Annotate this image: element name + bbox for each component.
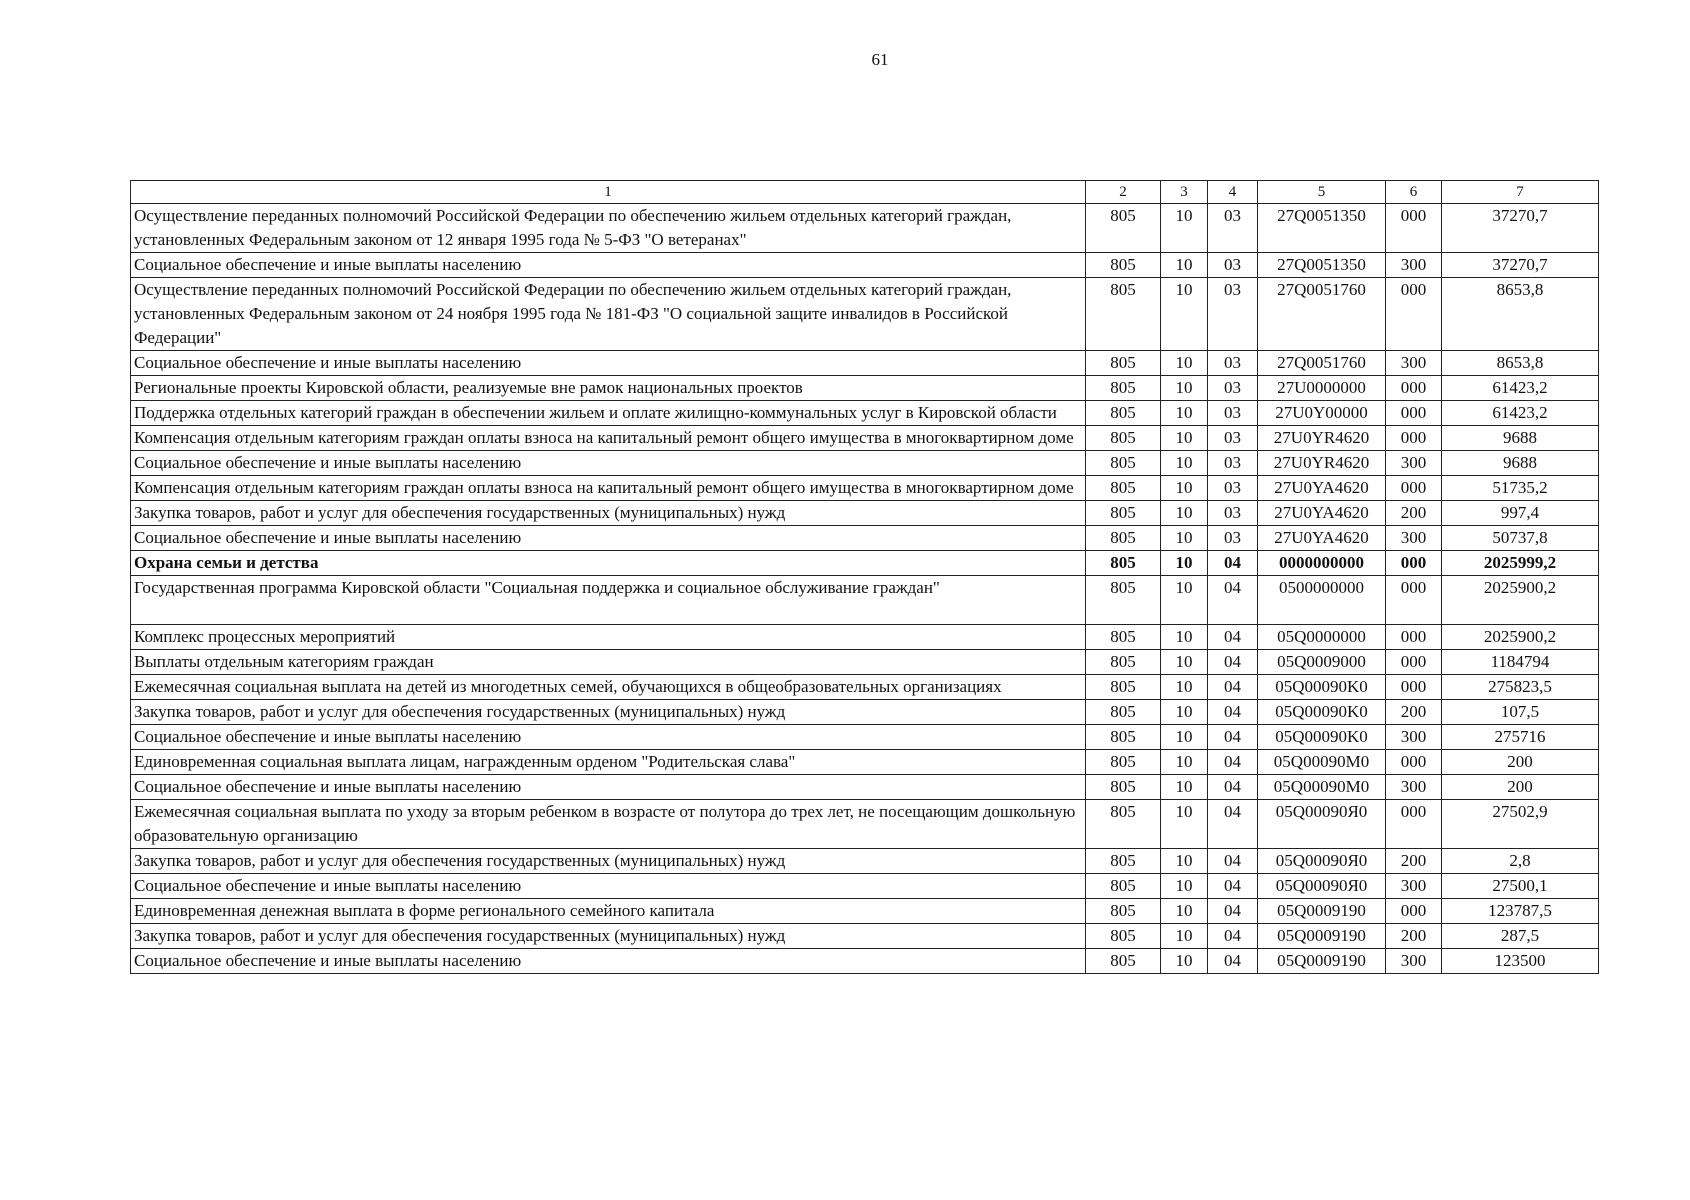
- cell-ministry-code: 805: [1086, 401, 1161, 426]
- cell-amount: 27502,9: [1442, 800, 1599, 849]
- cell-amount: 2025900,2: [1442, 576, 1599, 625]
- cell-amount: 2025900,2: [1442, 625, 1599, 650]
- table-row: [131, 775, 1599, 800]
- cell-amount: 51735,2: [1442, 476, 1599, 501]
- row-name-cell: Осуществление переданных полномочий Российской Федерации по обеспечению жильем отдельных категорий граждан, установленных Федеральным законом от 12 января 1995 года № 5-ФЗ "О ветеранах": [131, 204, 1086, 253]
- cell-target-article: 27U0YA4620: [1258, 501, 1386, 526]
- row-name-cell: Комплекс процессных мероприятий: [131, 625, 1086, 650]
- column-header: 1: [131, 181, 1086, 204]
- cell-target-article: 0000000000: [1258, 551, 1386, 576]
- cell-ministry-code: 805: [1086, 451, 1161, 476]
- cell-expense-type: 000: [1386, 675, 1442, 700]
- cell-expense-type: 000: [1386, 476, 1442, 501]
- cell-target-article: 05Q00090K0: [1258, 725, 1386, 750]
- cell-ministry-code: 805: [1086, 278, 1161, 351]
- cell-subsection: 04: [1208, 725, 1258, 750]
- cell-expense-type: 000: [1386, 278, 1442, 351]
- row-name-cell: Единовременная денежная выплата в форме регионального семейного капитала: [131, 899, 1086, 924]
- cell-ministry-code: 805: [1086, 576, 1161, 625]
- table-row: [131, 401, 1599, 426]
- cell-ministry-code: 805: [1086, 376, 1161, 401]
- cell-target-article: 05Q00090M0: [1258, 750, 1386, 775]
- cell-subsection: 03: [1208, 376, 1258, 401]
- cell-subsection: 04: [1208, 924, 1258, 949]
- cell-ministry-code: 805: [1086, 874, 1161, 899]
- cell-expense-type: 000: [1386, 204, 1442, 253]
- cell-ministry-code: 805: [1086, 253, 1161, 278]
- cell-subsection: 03: [1208, 501, 1258, 526]
- cell-expense-type: 200: [1386, 501, 1442, 526]
- cell-subsection: 03: [1208, 526, 1258, 551]
- cell-section: 10: [1161, 700, 1208, 725]
- table-row: [131, 874, 1599, 899]
- cell-subsection: 04: [1208, 800, 1258, 849]
- cell-amount: 8653,8: [1442, 278, 1599, 351]
- cell-ministry-code: 805: [1086, 476, 1161, 501]
- cell-target-article: 27Q0051350: [1258, 204, 1386, 253]
- cell-section: 10: [1161, 278, 1208, 351]
- table-row: [131, 700, 1599, 725]
- row-name-cell: Закупка товаров, работ и услуг для обеспечения государственных (муниципальных) нужд: [131, 924, 1086, 949]
- cell-amount: 123787,5: [1442, 899, 1599, 924]
- row-name-cell: Закупка товаров, работ и услуг для обеспечения государственных (муниципальных) нужд: [131, 849, 1086, 874]
- cell-target-article: 05Q00090M0: [1258, 775, 1386, 800]
- cell-subsection: 04: [1208, 750, 1258, 775]
- cell-amount: 287,5: [1442, 924, 1599, 949]
- cell-section: 10: [1161, 351, 1208, 376]
- cell-target-article: 27Q0051350: [1258, 253, 1386, 278]
- cell-ministry-code: 805: [1086, 899, 1161, 924]
- cell-ministry-code: 805: [1086, 800, 1161, 849]
- cell-section: 10: [1161, 576, 1208, 625]
- cell-target-article: 05Q0009000: [1258, 650, 1386, 675]
- column-header: 6: [1386, 181, 1442, 204]
- cell-expense-type: 000: [1386, 426, 1442, 451]
- cell-target-article: 05Q00090Я0: [1258, 800, 1386, 849]
- cell-expense-type: 300: [1386, 351, 1442, 376]
- cell-expense-type: 300: [1386, 451, 1442, 476]
- row-name-cell: Социальное обеспечение и иные выплаты населению: [131, 451, 1086, 476]
- cell-target-article: 05Q00090K0: [1258, 675, 1386, 700]
- table-row: [131, 625, 1599, 650]
- budget-table: [130, 180, 1599, 974]
- cell-subsection: 03: [1208, 476, 1258, 501]
- cell-subsection: 04: [1208, 949, 1258, 974]
- column-header: 5: [1258, 181, 1386, 204]
- cell-section: 10: [1161, 426, 1208, 451]
- cell-amount: 997,4: [1442, 501, 1599, 526]
- column-header: 2: [1086, 181, 1161, 204]
- cell-target-article: 27U0YR4620: [1258, 426, 1386, 451]
- cell-subsection: 04: [1208, 576, 1258, 625]
- cell-target-article: 27Q0051760: [1258, 351, 1386, 376]
- cell-amount: 37270,7: [1442, 204, 1599, 253]
- page-number: 61: [871, 50, 889, 69]
- table-row: [131, 949, 1599, 974]
- cell-subsection: 03: [1208, 204, 1258, 253]
- cell-amount: 50737,8: [1442, 526, 1599, 551]
- cell-subsection: 04: [1208, 775, 1258, 800]
- cell-subsection: 03: [1208, 253, 1258, 278]
- table-row: [131, 650, 1599, 675]
- table-row: [131, 451, 1599, 476]
- cell-ministry-code: 805: [1086, 526, 1161, 551]
- cell-target-article: 05Q0009190: [1258, 924, 1386, 949]
- cell-expense-type: 000: [1386, 899, 1442, 924]
- cell-amount: 8653,8: [1442, 351, 1599, 376]
- cell-subsection: 04: [1208, 849, 1258, 874]
- cell-expense-type: 000: [1386, 576, 1442, 625]
- row-name-cell: Социальное обеспечение и иные выплаты населению: [131, 253, 1086, 278]
- cell-ministry-code: 805: [1086, 551, 1161, 576]
- cell-expense-type: 300: [1386, 526, 1442, 551]
- cell-expense-type: 000: [1386, 376, 1442, 401]
- cell-target-article: 05Q0009190: [1258, 949, 1386, 974]
- cell-section: 10: [1161, 650, 1208, 675]
- cell-section: 10: [1161, 899, 1208, 924]
- cell-expense-type: 300: [1386, 775, 1442, 800]
- table-row: [131, 924, 1599, 949]
- cell-target-article: 27U0YA4620: [1258, 526, 1386, 551]
- cell-section: 10: [1161, 750, 1208, 775]
- row-name-cell: Социальное обеспечение и иные выплаты населению: [131, 874, 1086, 899]
- column-header: 4: [1208, 181, 1258, 204]
- cell-expense-type: 000: [1386, 551, 1442, 576]
- table-row: [131, 576, 1599, 625]
- cell-subsection: 03: [1208, 401, 1258, 426]
- cell-ministry-code: 805: [1086, 700, 1161, 725]
- cell-amount: 37270,7: [1442, 253, 1599, 278]
- cell-amount: 9688: [1442, 451, 1599, 476]
- table-row: [131, 899, 1599, 924]
- table-row: [131, 675, 1599, 700]
- cell-target-article: 27U0000000: [1258, 376, 1386, 401]
- table-row: [131, 725, 1599, 750]
- cell-expense-type: 300: [1386, 949, 1442, 974]
- cell-expense-type: 000: [1386, 800, 1442, 849]
- cell-subsection: 03: [1208, 351, 1258, 376]
- table-row: [131, 501, 1599, 526]
- cell-section: 10: [1161, 253, 1208, 278]
- cell-subsection: 04: [1208, 650, 1258, 675]
- cell-section: 10: [1161, 401, 1208, 426]
- table-row: [131, 376, 1599, 401]
- row-name-cell: Компенсация отдельным категориям граждан оплаты взноса на капитальный ремонт общего имущества в многоквартирном доме: [131, 426, 1086, 451]
- row-name-cell: Социальное обеспечение и иные выплаты населению: [131, 949, 1086, 974]
- cell-section: 10: [1161, 625, 1208, 650]
- cell-section: 10: [1161, 949, 1208, 974]
- cell-section: 10: [1161, 800, 1208, 849]
- cell-ministry-code: 805: [1086, 650, 1161, 675]
- cell-subsection: 03: [1208, 451, 1258, 476]
- cell-amount: 2025999,2: [1442, 551, 1599, 576]
- cell-section: 10: [1161, 775, 1208, 800]
- cell-amount: 61423,2: [1442, 376, 1599, 401]
- cell-expense-type: 000: [1386, 650, 1442, 675]
- cell-ministry-code: 805: [1086, 426, 1161, 451]
- row-name-cell: Поддержка отдельных категорий граждан в обеспечении жильем и оплате жилищно-коммунальных услуг в Кировской области: [131, 401, 1086, 426]
- cell-section: 10: [1161, 849, 1208, 874]
- cell-target-article: 0500000000: [1258, 576, 1386, 625]
- cell-section: 10: [1161, 675, 1208, 700]
- cell-target-article: 05Q00090Я0: [1258, 874, 1386, 899]
- cell-amount: 2,8: [1442, 849, 1599, 874]
- cell-subsection: 04: [1208, 551, 1258, 576]
- cell-section: 10: [1161, 476, 1208, 501]
- row-name-cell: Охрана семьи и детства: [131, 551, 1086, 576]
- cell-ministry-code: 805: [1086, 949, 1161, 974]
- cell-ministry-code: 805: [1086, 725, 1161, 750]
- cell-section: 10: [1161, 451, 1208, 476]
- table-row: [131, 551, 1599, 576]
- row-name-cell: Закупка товаров, работ и услуг для обеспечения государственных (муниципальных) нужд: [131, 501, 1086, 526]
- table-row: [131, 800, 1599, 849]
- table-row: [131, 351, 1599, 376]
- cell-ministry-code: 805: [1086, 849, 1161, 874]
- cell-section: 10: [1161, 376, 1208, 401]
- cell-target-article: 05Q0000000: [1258, 625, 1386, 650]
- cell-ministry-code: 805: [1086, 750, 1161, 775]
- row-name-cell: Ежемесячная социальная выплата по уходу за вторым ребенком в возрасте от полутора до трех лет, не посещающим дошкольную образовательную организацию: [131, 800, 1086, 849]
- row-name-cell: Социальное обеспечение и иные выплаты населению: [131, 725, 1086, 750]
- row-name-cell: Компенсация отдельным категориям граждан оплаты взноса на капитальный ремонт общего имущества в многоквартирном доме: [131, 476, 1086, 501]
- cell-ministry-code: 805: [1086, 351, 1161, 376]
- cell-section: 10: [1161, 725, 1208, 750]
- table-row: [131, 849, 1599, 874]
- cell-expense-type: 200: [1386, 924, 1442, 949]
- cell-subsection: 04: [1208, 700, 1258, 725]
- cell-amount: 275716: [1442, 725, 1599, 750]
- table-row: [131, 426, 1599, 451]
- cell-expense-type: 300: [1386, 253, 1442, 278]
- table-header-row: [131, 181, 1599, 204]
- cell-ministry-code: 805: [1086, 775, 1161, 800]
- row-name-cell: Социальное обеспечение и иные выплаты населению: [131, 351, 1086, 376]
- cell-amount: 1184794: [1442, 650, 1599, 675]
- cell-expense-type: 200: [1386, 849, 1442, 874]
- cell-ministry-code: 805: [1086, 924, 1161, 949]
- cell-amount: 200: [1442, 750, 1599, 775]
- cell-subsection: 03: [1208, 278, 1258, 351]
- row-name-cell: Единовременная социальная выплата лицам, награжденным орденом "Родительская слава": [131, 750, 1086, 775]
- cell-amount: 27500,1: [1442, 874, 1599, 899]
- cell-amount: 275823,5: [1442, 675, 1599, 700]
- cell-target-article: 05Q00090Я0: [1258, 849, 1386, 874]
- cell-expense-type: 300: [1386, 874, 1442, 899]
- cell-target-article: 27Q0051760: [1258, 278, 1386, 351]
- cell-target-article: 05Q0009190: [1258, 899, 1386, 924]
- row-name-cell: Осуществление переданных полномочий Российской Федерации по обеспечению жильем отдельных категорий граждан, установленных Федеральным законом от 24 ноября 1995 года № 181-ФЗ "О социальной защите инвалидов в Российской Федерации": [131, 278, 1086, 351]
- table-row: [131, 204, 1599, 253]
- column-header: 7: [1442, 181, 1599, 204]
- cell-section: 10: [1161, 501, 1208, 526]
- cell-expense-type: 000: [1386, 625, 1442, 650]
- table-row: [131, 253, 1599, 278]
- table-row: [131, 278, 1599, 351]
- row-name-cell: Выплаты отдельным категориям граждан: [131, 650, 1086, 675]
- row-name-cell: Социальное обеспечение и иные выплаты населению: [131, 775, 1086, 800]
- row-name-cell: Региональные проекты Кировской области, реализуемые вне рамок национальных проектов: [131, 376, 1086, 401]
- cell-ministry-code: 805: [1086, 501, 1161, 526]
- row-name-cell: Ежемесячная социальная выплата на детей из многодетных семей, обучающихся в общеобразовательных организациях: [131, 675, 1086, 700]
- cell-ministry-code: 805: [1086, 625, 1161, 650]
- row-name-cell: Социальное обеспечение и иные выплаты населению: [131, 526, 1086, 551]
- cell-expense-type: 000: [1386, 750, 1442, 775]
- cell-subsection: 04: [1208, 874, 1258, 899]
- budget-table-wrapper: [130, 180, 1599, 974]
- cell-section: 10: [1161, 874, 1208, 899]
- cell-subsection: 04: [1208, 625, 1258, 650]
- cell-target-article: 27U0YA4620: [1258, 476, 1386, 501]
- cell-section: 10: [1161, 204, 1208, 253]
- cell-amount: 107,5: [1442, 700, 1599, 725]
- cell-expense-type: 000: [1386, 401, 1442, 426]
- cell-ministry-code: 805: [1086, 675, 1161, 700]
- cell-amount: 200: [1442, 775, 1599, 800]
- cell-expense-type: 300: [1386, 725, 1442, 750]
- cell-amount: 9688: [1442, 426, 1599, 451]
- cell-subsection: 04: [1208, 899, 1258, 924]
- cell-target-article: 05Q00090K0: [1258, 700, 1386, 725]
- table-row: [131, 476, 1599, 501]
- cell-expense-type: 200: [1386, 700, 1442, 725]
- cell-ministry-code: 805: [1086, 204, 1161, 253]
- cell-subsection: 03: [1208, 426, 1258, 451]
- cell-target-article: 27U0YR4620: [1258, 451, 1386, 476]
- cell-amount: 123500: [1442, 949, 1599, 974]
- row-name-cell: Закупка товаров, работ и услуг для обеспечения государственных (муниципальных) нужд: [131, 700, 1086, 725]
- cell-section: 10: [1161, 526, 1208, 551]
- table-row: [131, 750, 1599, 775]
- column-header: 3: [1161, 181, 1208, 204]
- cell-subsection: 04: [1208, 675, 1258, 700]
- cell-section: 10: [1161, 551, 1208, 576]
- table-body: [131, 204, 1599, 974]
- cell-section: 10: [1161, 924, 1208, 949]
- cell-target-article: 27U0Y00000: [1258, 401, 1386, 426]
- table-row: [131, 526, 1599, 551]
- row-name-cell: Государственная программа Кировской области "Социальная поддержка и социальное обслуживание граждан": [131, 576, 1086, 625]
- cell-amount: 61423,2: [1442, 401, 1599, 426]
